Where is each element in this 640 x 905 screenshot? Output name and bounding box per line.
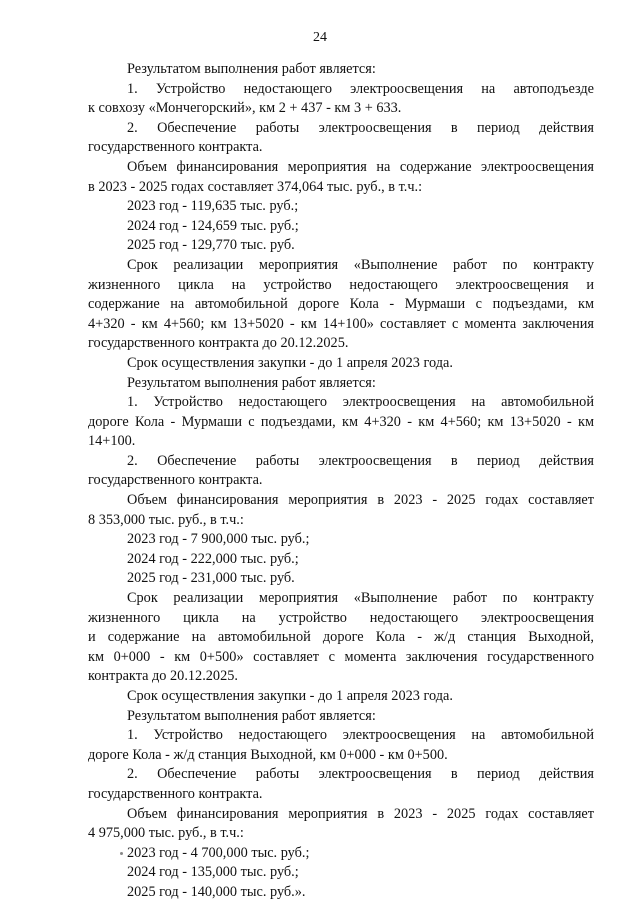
text-line: 2025 год - 140,000 тыс. руб.». bbox=[127, 883, 306, 900]
text-line: 2. Обеспечение работы электроосвещения в период действия bbox=[127, 766, 594, 783]
text-line: 1. Устройство недостающего электроосвещения на автомобильной bbox=[127, 394, 594, 411]
scan-dot bbox=[120, 852, 123, 855]
text-line: государственного контракта до 20.12.2025. bbox=[88, 335, 349, 352]
text-line: км 0+000 - км 0+500» составляет с момента заключения государственного bbox=[88, 648, 594, 665]
page-number: 24 bbox=[313, 30, 327, 45]
text-line: 4 975,000 тыс. руб., в т.ч.: bbox=[88, 825, 244, 842]
text-line: жизненного цикла на устройство недостающего электроосвещения bbox=[88, 609, 594, 626]
text-line: 2023 год - 7 900,000 тыс. руб.; bbox=[127, 531, 310, 548]
text-line: Результатом выполнения работ является: bbox=[127, 707, 376, 724]
text-line: государственного контракта. bbox=[88, 139, 263, 156]
text-line: Результатом выполнения работ является: bbox=[127, 374, 376, 391]
text-line: 2024 год - 124,659 тыс. руб.; bbox=[127, 217, 299, 234]
text-line: контракта до 20.12.2025. bbox=[88, 668, 238, 685]
text-line: 2024 год - 135,000 тыс. руб.; bbox=[127, 864, 299, 881]
text-line: 14+100. bbox=[88, 433, 136, 450]
text-line: 1. Устройство недостающего электроосвещения на автомобильной bbox=[127, 727, 594, 744]
text-line: дороге Кола - Мурмаши с подъездами, км 4+320 - км 4+560; км 13+5020 - км bbox=[88, 413, 594, 430]
text-line: 2024 год - 222,000 тыс. руб.; bbox=[127, 550, 299, 567]
document-body bbox=[88, 60, 594, 903]
text-line: 1. Устройство недостающего электроосвещения на автоподъезде bbox=[127, 80, 594, 97]
text-line: Объем финансирования мероприятия в 2023 - 2025 годах составляет bbox=[127, 805, 594, 822]
text-line: Срок реализации мероприятия «Выполнение работ по контракту bbox=[127, 590, 594, 607]
text-line: 2025 год - 129,770 тыс. руб. bbox=[127, 237, 295, 254]
text-line: Объем финансирования мероприятия на содержание электроосвещения bbox=[127, 158, 594, 175]
text-line: жизненного цикла на устройство недостающего электроосвещения и bbox=[88, 276, 594, 293]
text-line: 2. Обеспечение работы электроосвещения в период действия bbox=[127, 119, 594, 136]
text-line: 8 353,000 тыс. руб., в т.ч.: bbox=[88, 511, 244, 528]
text-line: государственного контракта. bbox=[88, 785, 263, 802]
text-line: 2. Обеспечение работы электроосвещения в период действия bbox=[127, 452, 594, 469]
text-line: Результатом выполнения работ является: bbox=[127, 61, 376, 77]
text-line: Срок осуществления закупки - до 1 апреля 2023 года. bbox=[127, 354, 453, 371]
text-line: 2025 год - 231,000 тыс. руб. bbox=[127, 570, 295, 587]
text-line: 2023 год - 119,635 тыс. руб.; bbox=[127, 198, 299, 215]
text-line: и содержание на автомобильной дороге Кола - ж/д станция Выходной, bbox=[88, 629, 594, 646]
text-line: 2023 год - 4 700,000 тыс. руб.; bbox=[127, 844, 310, 861]
text-line: Срок осуществления закупки - до 1 апреля 2023 года. bbox=[127, 688, 453, 704]
text-line: 4+320 - км 4+560; км 13+5020 - км 14+100» составляет с момента заключения bbox=[88, 315, 594, 332]
text-line: дороге Кола - ж/д станция Выходной, км 0+000 - км 0+500. bbox=[88, 746, 448, 763]
text-line: Объем финансирования мероприятия в 2023 - 2025 годах составляет bbox=[127, 492, 594, 509]
text-line: к совхозу «Мончегорский», км 2 + 437 - км 3 + 633. bbox=[88, 100, 402, 117]
text-line: государственного контракта. bbox=[88, 472, 263, 489]
text-line: в 2023 - 2025 годах составляет 374,064 тыс. руб., в т.ч.: bbox=[88, 178, 423, 195]
text-line: Срок реализации мероприятия «Выполнение работ по контракту bbox=[127, 256, 594, 273]
text-line: содержание на автомобильной дороге Кола - Мурмаши с подъездами, км bbox=[88, 296, 594, 313]
